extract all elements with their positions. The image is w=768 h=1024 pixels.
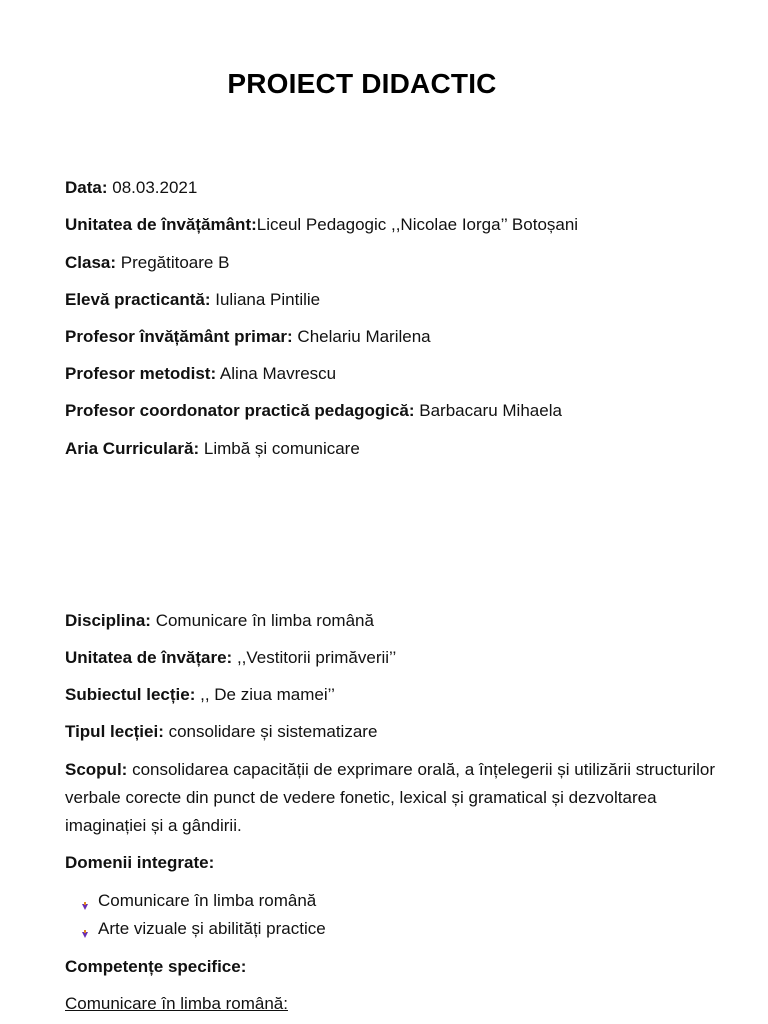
list-item-label: Arte vizuale și abilități practice xyxy=(98,919,326,938)
field-value: ,, De ziua mamei’’ xyxy=(195,685,335,704)
field-primary-teacher xyxy=(65,326,431,348)
field-label: Domenii integrate: xyxy=(65,853,215,872)
field-value: Comunicare în limba română xyxy=(150,611,374,630)
field-coordinator xyxy=(65,400,562,422)
field-value: Limbă și comunicare xyxy=(199,439,360,458)
list-item xyxy=(80,890,316,912)
field-student xyxy=(65,289,320,311)
field-label: Scopul: xyxy=(65,760,128,779)
field-curricular-area xyxy=(65,438,360,460)
field-label: Aria Curriculară: xyxy=(65,439,200,458)
field-label: Profesor metodist: xyxy=(65,364,217,383)
field-value: ,,Vestitorii primăverii’’ xyxy=(232,648,397,667)
field-value: Barbacaru Mihaela xyxy=(414,401,562,420)
field-label: Tipul lecției: xyxy=(65,722,164,741)
field-value: consolidarea capacității de exprimare orală, a înțelegerii și utilizării structurilor verbale corecte din punct de vedere fonetic, lexical și gramatical și dezvoltarea imaginației și a gândirii. xyxy=(65,760,716,835)
field-label: Clasa: xyxy=(65,253,117,272)
field-methodist-teacher xyxy=(65,363,336,385)
field-lesson-type xyxy=(65,721,377,743)
field-label: Profesor învățământ primar: xyxy=(65,327,293,346)
field-value: consolidare și sistematizare xyxy=(163,722,378,741)
field-lesson-subject xyxy=(65,684,335,706)
page-title: PROIECT DIDACTIC xyxy=(227,68,497,99)
field-discipline xyxy=(65,610,374,632)
field-value: Pregătitoare B xyxy=(116,253,230,272)
arrow-bullet-icon xyxy=(80,896,90,906)
field-label: Profesor coordonator practică pedagogică: xyxy=(65,401,415,420)
section-subheading: Comunicare în limba română: xyxy=(65,994,288,1013)
field-value: Iuliana Pintilie xyxy=(210,290,321,309)
field-class xyxy=(65,252,229,274)
field-scope xyxy=(65,756,720,840)
field-label: Elevă practicantă: xyxy=(65,290,211,309)
list-item-label: Comunicare în limba română xyxy=(98,891,317,910)
integrated-domains-heading xyxy=(65,852,214,874)
list-item xyxy=(80,918,326,940)
competences-heading xyxy=(65,956,246,978)
field-value: Alina Mavrescu xyxy=(216,364,337,383)
field-label: Unitatea de învățare: xyxy=(65,648,233,667)
field-label: Disciplina: xyxy=(65,611,151,630)
field-learning-unit xyxy=(65,647,396,669)
field-date xyxy=(65,177,197,199)
field-value: Chelariu Marilena xyxy=(292,327,431,346)
arrow-bullet-icon xyxy=(80,924,90,934)
field-school xyxy=(65,214,578,236)
field-label: Subiectul lecție: xyxy=(65,685,196,704)
field-label: Competențe specifice: xyxy=(65,957,247,976)
field-label: Unitatea de învățământ: xyxy=(65,215,257,234)
field-value: 08.03.2021 xyxy=(107,178,198,197)
field-value: Liceul Pedagogic ,,Nicolae Iorga’’ Botoșani xyxy=(256,215,579,234)
field-label: Data: xyxy=(65,178,108,197)
